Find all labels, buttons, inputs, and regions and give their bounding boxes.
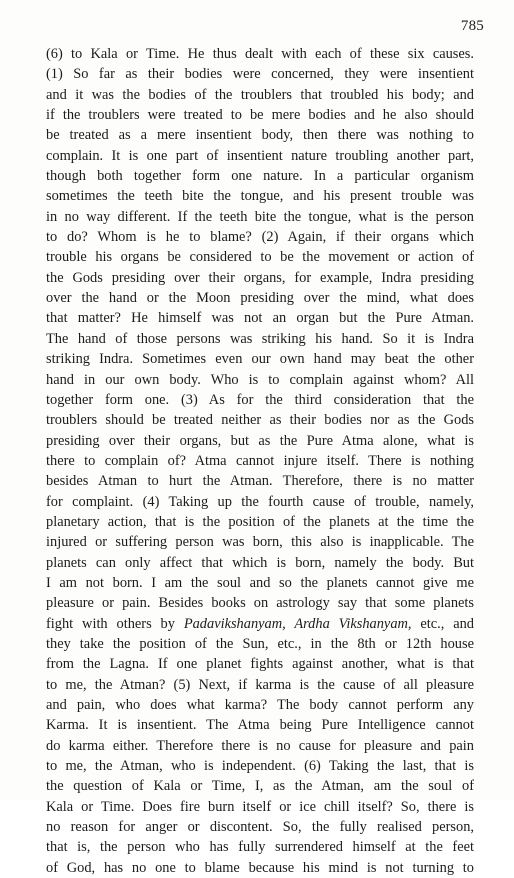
text-line: for complaint. (4) Taking up the fourth cause of trouble, namely, (46, 493, 474, 510)
text-line: Kala or Time. Does fire burn itself or ice chill itself? So, there is (46, 798, 474, 815)
text-line: they take the position of the Sun, etc., in the 8th or 12th house (46, 635, 474, 652)
text-line: striking Indra. Sometimes even our own hand may beat the other (46, 351, 474, 368)
text-line (46, 614, 474, 634)
text-line: and it was the bodies of the troublers that troubled his body; and (46, 86, 474, 103)
text-segment: fight with others by (46, 615, 184, 632)
text-line: The hand of those persons was striking his hand. So it is Indra (46, 330, 474, 347)
text-line: if the troublers were treated to be mere bodies and he also should (46, 107, 474, 124)
text-line: presiding over their organs, but as the Pure Atma alone, what is (46, 432, 474, 449)
text-line: (1) So far as their bodies were concerned, they were insentient (46, 66, 474, 83)
text-line: from the Lagna. If one planet fights against another, what is that (46, 656, 474, 673)
text-line: pleasure or pain. Besides books on astrology say that some planets (46, 595, 474, 612)
text-line: besides Atman to hurt the Atman. Therefore, there is no matter (46, 473, 474, 490)
text-line: sometimes the teeth bite the tongue, and his present trouble was (46, 188, 474, 205)
page-number: 785 (460, 18, 484, 34)
text-line: that is, the person who has fully surrendered himself at the feet (46, 839, 474, 856)
text-line: I am not born. I am the soul and so the planets cannot give me (46, 574, 474, 591)
body-text (46, 44, 474, 878)
text-line: troublers should be treated neither as their bodies nor as the Gods (46, 412, 474, 429)
text-line: injured or suffering person was born, this also is inapplicable. The (46, 534, 474, 551)
text-line: together form one. (3) As for the third consideration that the (46, 391, 474, 408)
text-segment: etc., and (411, 615, 474, 632)
text-line: no reason for anger or discontent. So, the fully realised person, (46, 819, 474, 836)
italic-term: Padavikshanyam, Ardha Vikshanyam, (183, 615, 412, 632)
text-line: the question of Kala or Time, I, as the Atman, am the soul of (46, 778, 474, 795)
text-line: hand in our own body. Who is to complain against whom? All (46, 371, 474, 388)
text-line: planetary action, that is the position of the planets at the time the (46, 513, 474, 530)
text-line: to me, the Atman? (5) Next, if karma is the cause of all pleasure (46, 676, 474, 693)
text-line: Karma. It is insentient. The Atma being Pure Intelligence cannot (46, 717, 474, 734)
text-line: of God, has no one to blame because his mind is not turning to (46, 859, 474, 876)
text-line: complain. It is one part of insentient nature troubling another part, (46, 147, 474, 164)
text-line: over the hand or the Moon presiding over the mind, what does (46, 290, 474, 307)
text-line: trouble his organs be considered to be the movement or action of (46, 249, 474, 266)
text-line: there to complain of? Atma cannot injure itself. There is nothing (46, 452, 474, 469)
text-line: in no way different. If the teeth bite the tongue, what is the person (46, 208, 474, 225)
text-line: that matter? He himself was not an organ but the Pure Atman. (46, 310, 474, 327)
text-line: do karma either. Therefore there is no cause for pleasure and pain (46, 737, 474, 754)
text-line: and pain, who does what karma? The body cannot perform any (46, 697, 474, 713)
text-line: planets can only affect that which is born, namely the body. But (46, 554, 474, 571)
text-line: though both together form one nature. In a particular organism (46, 168, 474, 185)
text-line: the Gods presiding over their organs, for example, Indra presiding (46, 269, 474, 286)
text-line: be treated as a mere insentient body, then there was nothing to (46, 127, 474, 144)
text-line: (6) to Kala or Time. He thus dealt with each of these six causes. (46, 46, 474, 62)
text-line: to me, the Atman, who is independent. (6) Taking the last, that is (46, 758, 474, 775)
text-line: to do? Whom is he to blame? (2) Again, if their organs which (46, 229, 474, 246)
